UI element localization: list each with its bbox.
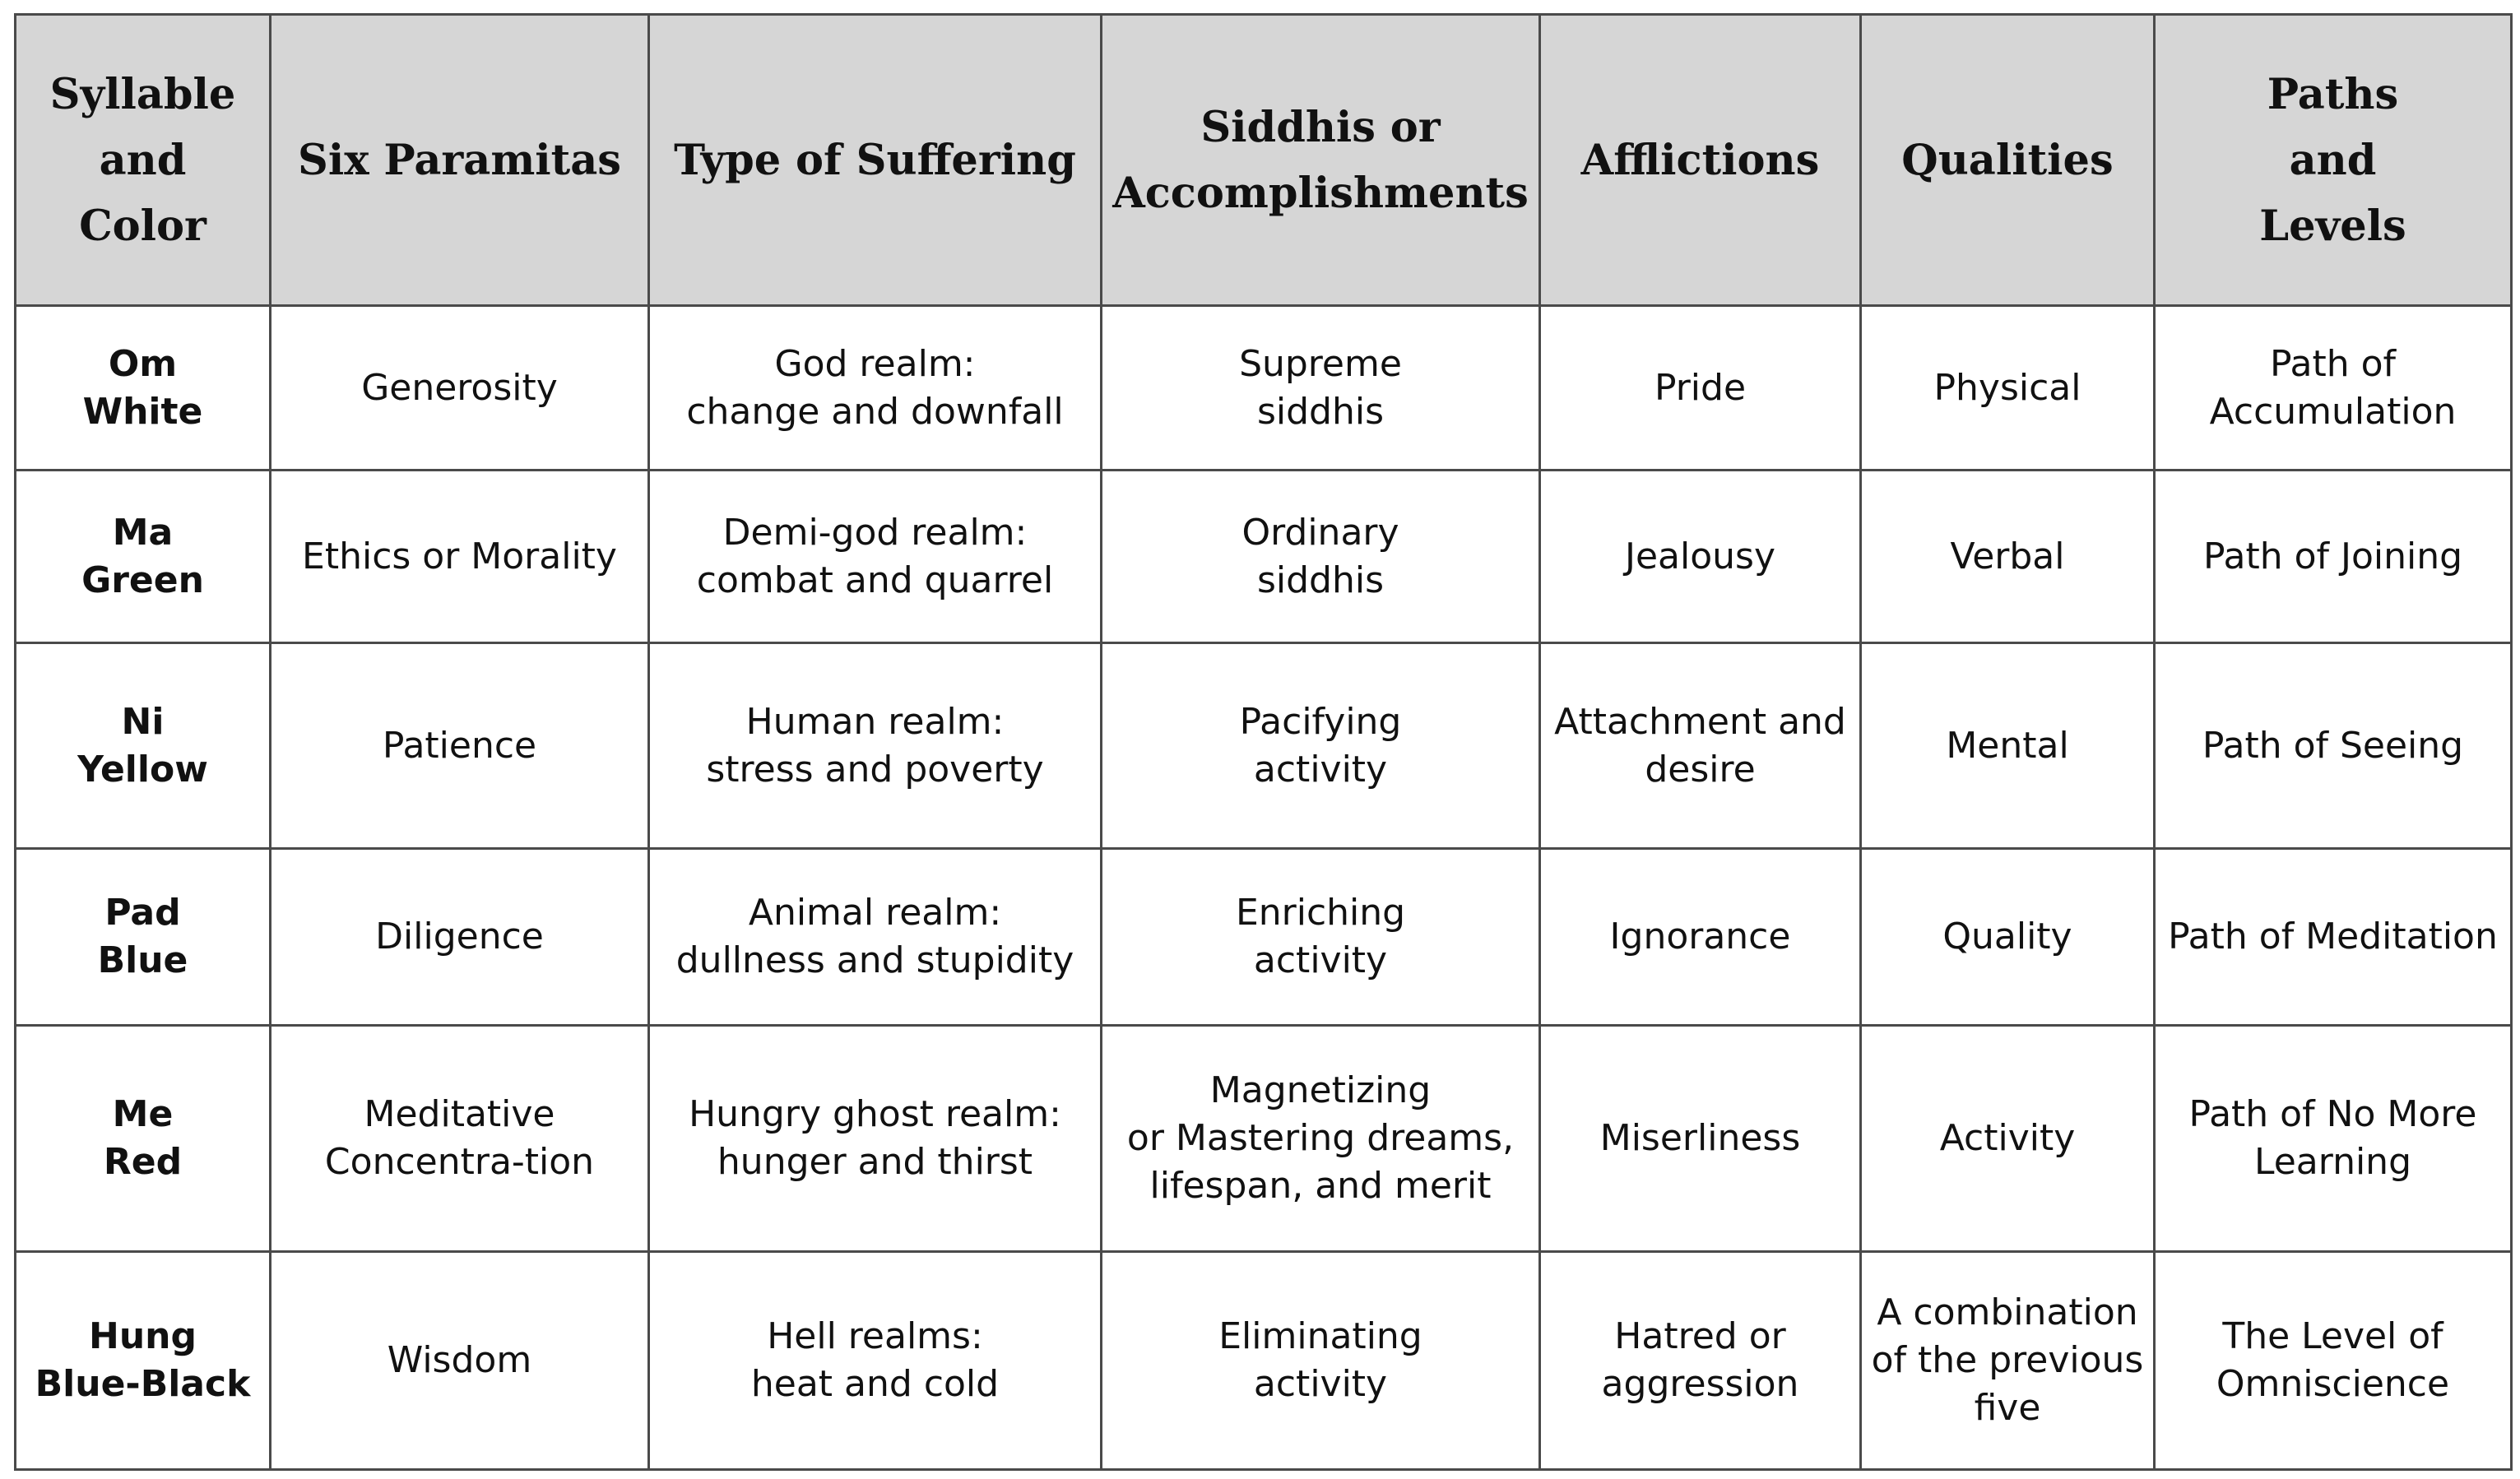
- cell-paramita: Ethics or Morality: [271, 471, 649, 643]
- header-label: Type of Suffering: [674, 135, 1076, 185]
- cell-affliction: Attachment and desire: [1540, 643, 1861, 849]
- table-row: [16, 849, 2512, 1026]
- header-syllable-and-color: [16, 15, 271, 306]
- header-label: Siddhis or Accomplishments: [1112, 102, 1529, 218]
- cell-path-level: Path of Seeing: [2155, 643, 2512, 849]
- cell-siddhi: Magnetizing or Mastering dreams, lifespan, and merit: [1102, 1026, 1540, 1252]
- cell-siddhi: Enriching activity: [1102, 849, 1540, 1026]
- cell-path-level: Path of Accumulation: [2155, 306, 2512, 471]
- cell-siddhi: Pacifying activity: [1102, 643, 1540, 849]
- cell-suffering: Animal realm: dullness and stupidity: [649, 849, 1102, 1026]
- header-label: Afflictions: [1580, 135, 1820, 185]
- cell-affliction: Miserliness: [1540, 1026, 1861, 1252]
- cell-suffering: Human realm: stress and poverty: [649, 643, 1102, 849]
- cell-paramita: Patience: [271, 643, 649, 849]
- header-type-of-suffering: [649, 15, 1102, 306]
- header-label: Syllable and Color: [49, 69, 236, 251]
- cell-path-level: The Level of Omniscience: [2155, 1252, 2512, 1470]
- cell-affliction: Jealousy: [1540, 471, 1861, 643]
- cell-affliction: Pride: [1540, 306, 1861, 471]
- header-qualities: [1861, 15, 2155, 306]
- cell-quality: A combination of the previous five: [1861, 1252, 2155, 1470]
- cell-quality: Verbal: [1861, 471, 2155, 643]
- cell-path-level: Path of No More Learning: [2155, 1026, 2512, 1252]
- cell-siddhi: Ordinary siddhis: [1102, 471, 1540, 643]
- table-row: [16, 1252, 2512, 1470]
- cell-affliction: Hatred or aggression: [1540, 1252, 1861, 1470]
- header-row: [16, 15, 2512, 306]
- cell-syllable-color: Me Red: [16, 1026, 271, 1252]
- cell-suffering: Hungry ghost realm: hunger and thirst: [649, 1026, 1102, 1252]
- cell-syllable-color: Ni Yellow: [16, 643, 271, 849]
- cell-quality: Mental: [1861, 643, 2155, 849]
- cell-paramita: Generosity: [271, 306, 649, 471]
- table-row: [16, 471, 2512, 643]
- table-row: [16, 306, 2512, 471]
- cell-suffering: Demi-god realm: combat and quarrel: [649, 471, 1102, 643]
- cell-suffering: God realm: change and downfall: [649, 306, 1102, 471]
- cell-quality: Quality: [1861, 849, 2155, 1026]
- cell-syllable-color: Hung Blue-Black: [16, 1252, 271, 1470]
- cell-path-level: Path of Joining: [2155, 471, 2512, 643]
- correspondence-table: [14, 13, 2513, 1471]
- header-paths-and-levels: [2155, 15, 2512, 306]
- cell-syllable-color: Om White: [16, 306, 271, 471]
- header-siddhis: [1102, 15, 1540, 306]
- cell-affliction: Ignorance: [1540, 849, 1861, 1026]
- header-label: Six Paramitas: [298, 135, 621, 185]
- header-label: Paths and Levels: [2259, 69, 2406, 251]
- table-row: [16, 1026, 2512, 1252]
- cell-paramita: Diligence: [271, 849, 649, 1026]
- cell-siddhi: Supreme siddhis: [1102, 306, 1540, 471]
- table-row: [16, 643, 2512, 849]
- cell-suffering: Hell realms: heat and cold: [649, 1252, 1102, 1470]
- cell-paramita: Wisdom: [271, 1252, 649, 1470]
- cell-paramita: Meditative Concentra-tion: [271, 1026, 649, 1252]
- table-body: [16, 306, 2512, 1470]
- cell-quality: Activity: [1861, 1026, 2155, 1252]
- table-header: [16, 15, 2512, 306]
- header-label: Qualities: [1901, 135, 2114, 185]
- cell-path-level: Path of Meditation: [2155, 849, 2512, 1026]
- cell-siddhi: Eliminating activity: [1102, 1252, 1540, 1470]
- header-afflictions: [1540, 15, 1861, 306]
- header-six-paramitas: [271, 15, 649, 306]
- cell-syllable-color: Pad Blue: [16, 849, 271, 1026]
- cell-syllable-color: Ma Green: [16, 471, 271, 643]
- cell-quality: Physical: [1861, 306, 2155, 471]
